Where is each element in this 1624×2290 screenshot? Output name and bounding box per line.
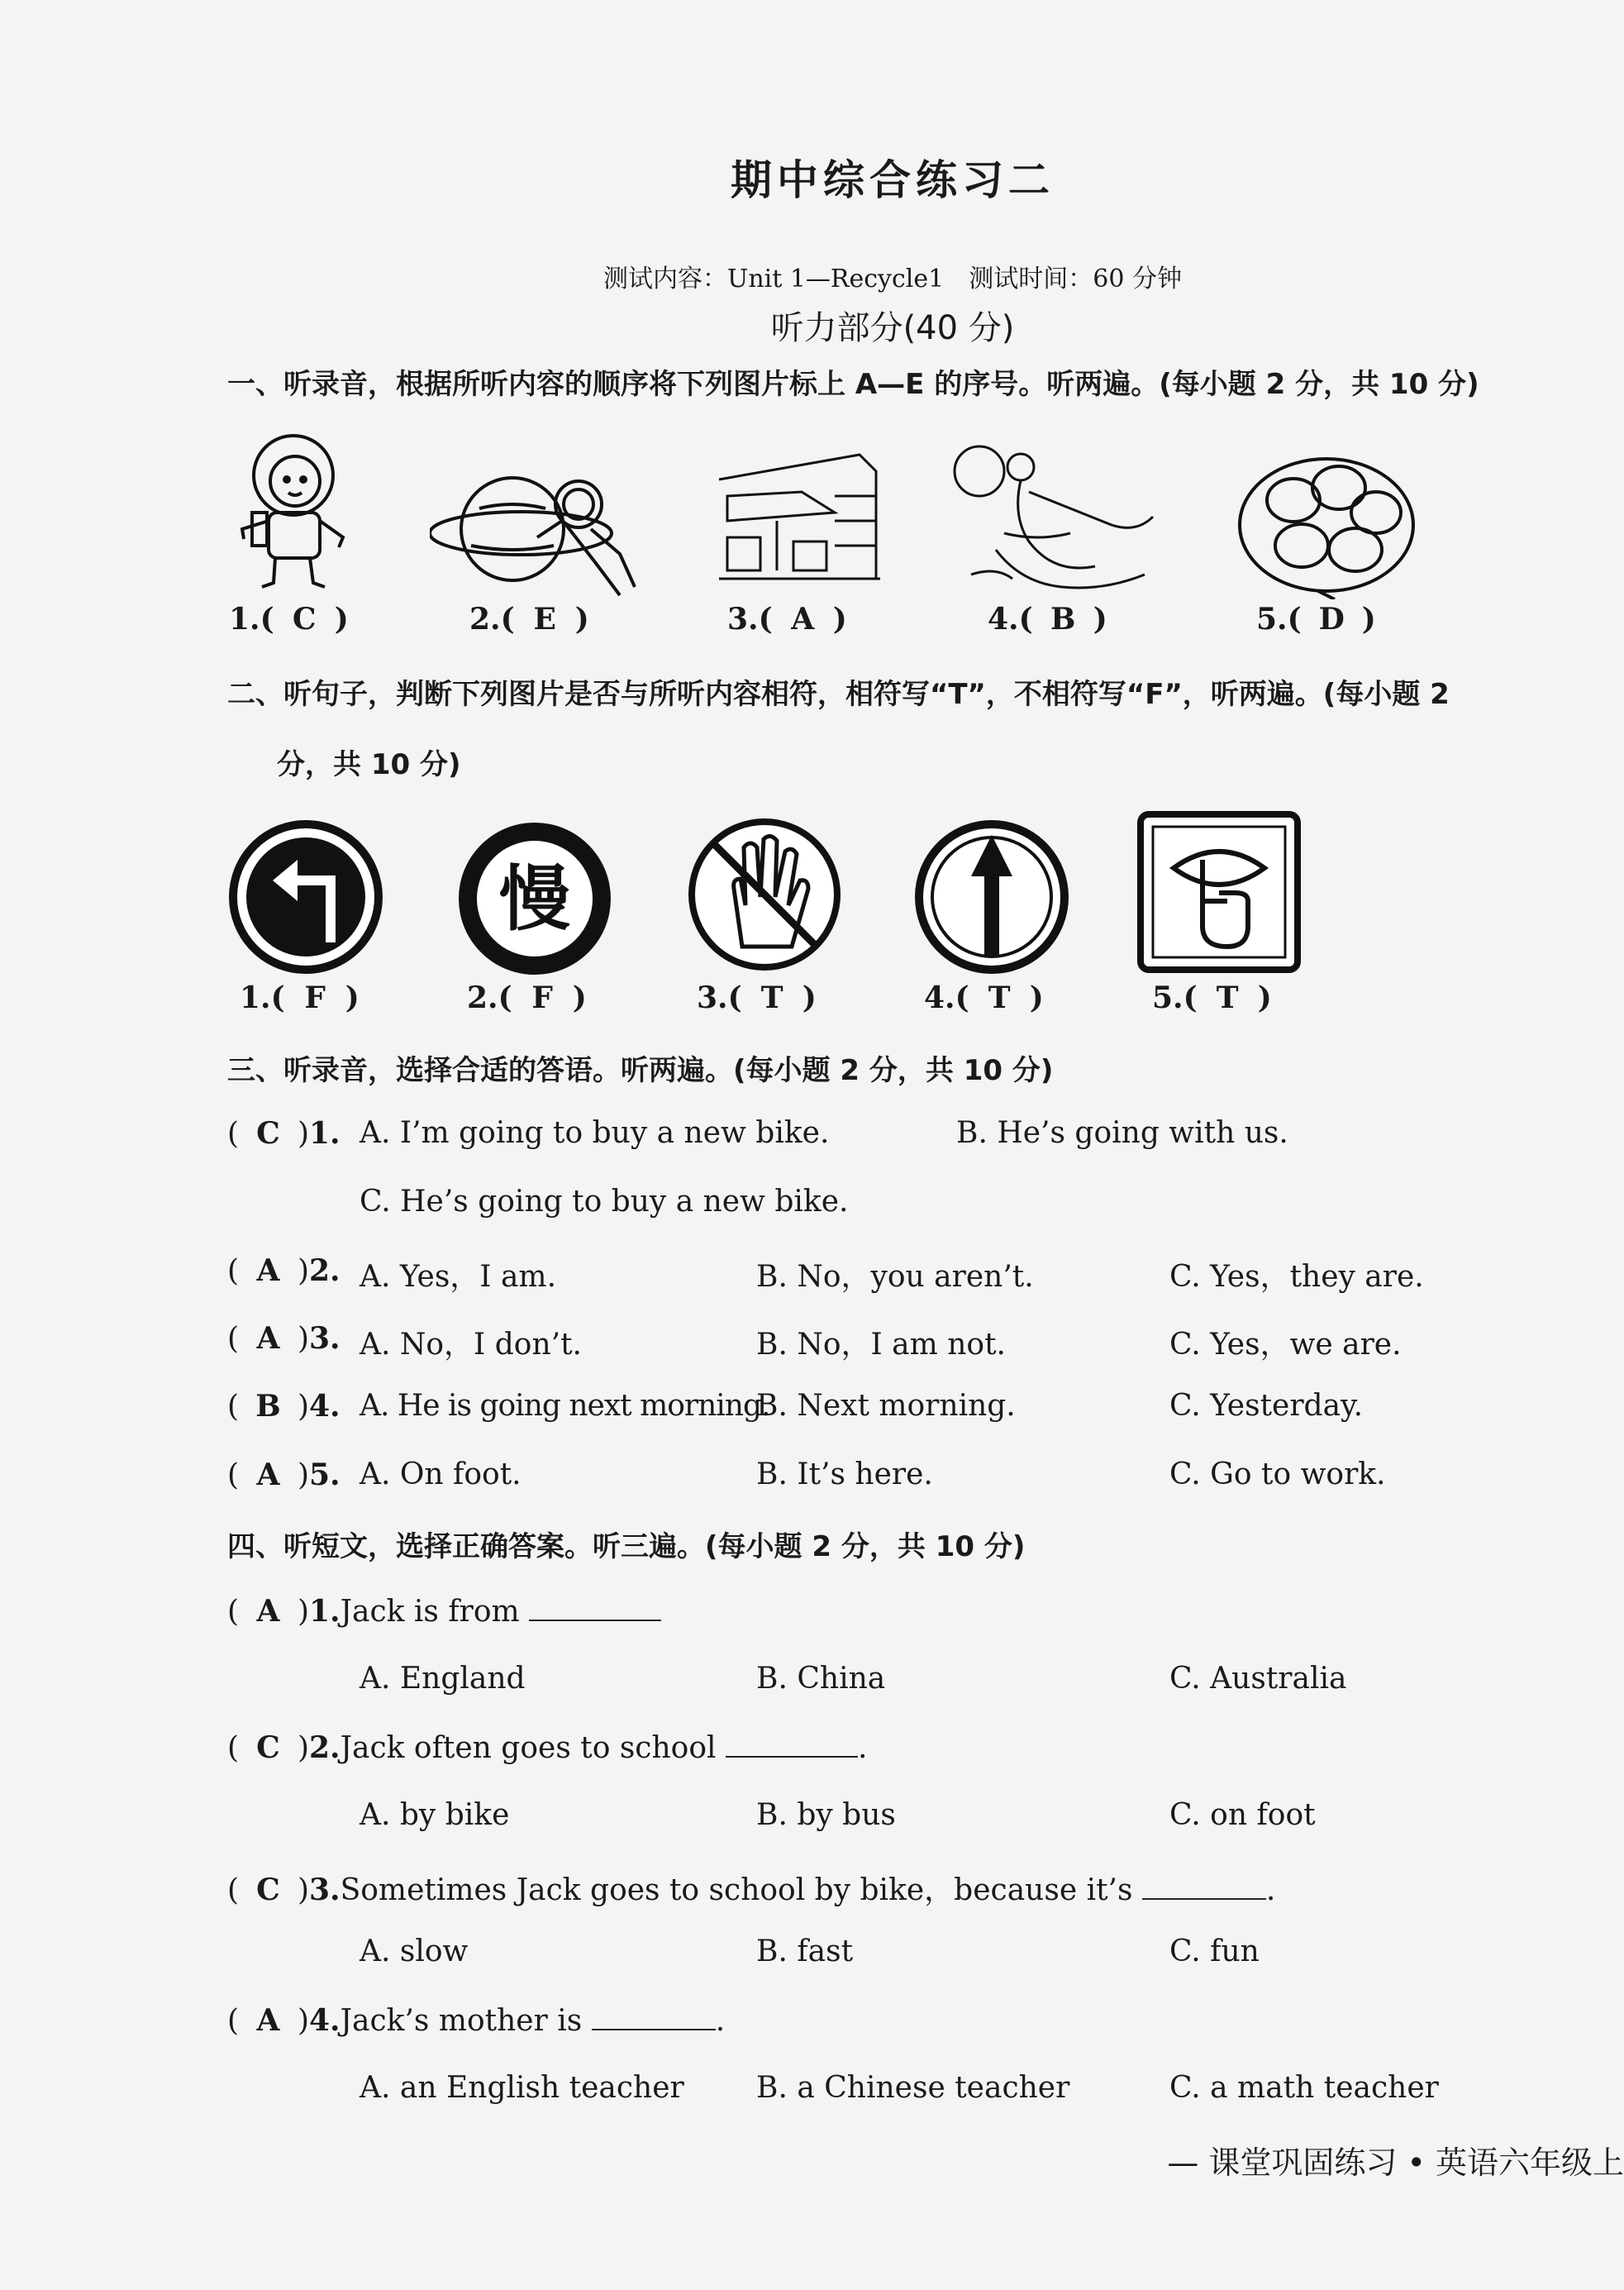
planet-astronaut-picture — [430, 463, 645, 604]
option-b: B. by bus — [756, 1798, 896, 1832]
no-hands-sign-icon — [684, 814, 845, 976]
fill-blank — [529, 1595, 661, 1621]
sec3-q3-answer: ( A )3. — [227, 1321, 341, 1356]
mooncakes-picture — [1236, 442, 1417, 599]
sec2-item2: 2.( F ) — [467, 980, 587, 1015]
option-b: B. China — [756, 1662, 886, 1696]
sec3-q5-answer: ( A )5. — [227, 1457, 341, 1492]
sec1-item5: 5.( D ) — [1256, 602, 1376, 637]
option-c: C. on foot — [1169, 1798, 1316, 1832]
answer-field[interactable]: E — [533, 602, 556, 637]
option-c: C. Australia — [1169, 1662, 1347, 1696]
answer-field[interactable]: T — [760, 980, 783, 1015]
answer-field[interactable]: B — [1050, 602, 1076, 637]
sec2-item1: 1.( F ) — [240, 980, 360, 1015]
option-c: C. a math teacher — [1169, 2071, 1439, 2105]
answer-field[interactable]: F — [304, 980, 326, 1015]
fill-blank — [592, 2004, 716, 2030]
option-b: B. It’s here. — [756, 1457, 933, 1491]
sec4-q2: ( C )2.Jack often goes to school . — [227, 1730, 868, 1765]
quiet-sign-icon — [1136, 810, 1302, 974]
option-a: A. On foot. — [360, 1457, 521, 1491]
sec3-q1-answer: ( C )1. — [227, 1116, 341, 1151]
option-a: A. slow — [360, 1935, 469, 1968]
answer-field[interactable]: A — [256, 2003, 280, 2038]
option-b: B. No，you aren’t. — [756, 1260, 1034, 1294]
option-a: A. England — [360, 1662, 526, 1696]
sec4-q1: ( A )1.Jack is from — [227, 1594, 661, 1629]
cafe-picture — [711, 446, 884, 587]
answer-field[interactable]: C — [292, 602, 317, 637]
sec3-q2-answer: ( A )2. — [227, 1253, 341, 1288]
part-heading: 听力部分(40 分) — [770, 309, 1015, 347]
answer-field[interactable]: C — [256, 1730, 280, 1765]
turn-left-sign-icon — [227, 818, 384, 976]
answer-field[interactable]: F — [531, 980, 553, 1015]
option-c: C. Yesterday. — [1169, 1389, 1364, 1423]
answer-field[interactable]: B — [255, 1389, 281, 1424]
astronaut-boy-picture — [227, 430, 360, 595]
section2-heading-line1: 二、听句子，判断下列图片是否与所听内容相符，相符写“T”，不相符写“F”，听两遍。(每小题 2 — [227, 678, 1450, 711]
slow-sign-icon — [455, 818, 616, 980]
sec2-item3: 3.( T ) — [697, 980, 817, 1015]
option-c: C. Yes，they are. — [1169, 1260, 1424, 1294]
section2-heading-line2: 分，共 10 分) — [277, 748, 461, 781]
svg-text:慢: 慢 — [499, 858, 570, 941]
option-a: A. by bike — [360, 1798, 510, 1832]
answer-field[interactable]: D — [1318, 602, 1345, 637]
sec1-item1: 1.( C ) — [229, 602, 349, 637]
answer-field[interactable]: C — [256, 1873, 280, 1907]
answer-field[interactable]: A — [256, 1321, 280, 1356]
option-a: A. I’m going to buy a new bike. — [360, 1116, 830, 1150]
option-c: C. Yes，we are. — [1169, 1328, 1402, 1362]
sec3-q4-answer: ( B )4. — [227, 1389, 341, 1424]
answer-field[interactable]: A — [256, 1594, 280, 1629]
sec1-item3: 3.( A ) — [727, 602, 847, 637]
option-c: C. Go to work. — [1169, 1457, 1386, 1491]
page-footer: — 课堂巩固练习 • 英语六年级上 — [1167, 2144, 1624, 2181]
option-b: B. He’s going with us. — [956, 1116, 1288, 1150]
option-c: C. fun — [1169, 1935, 1260, 1968]
answer-field[interactable]: C — [256, 1116, 280, 1151]
option-b: B. Next morning. — [756, 1389, 1016, 1423]
sec2-item5: 5.( T ) — [1152, 980, 1272, 1015]
answer-field[interactable]: A — [256, 1253, 280, 1288]
sec2-item4: 4.( T ) — [924, 980, 1044, 1015]
option-a: A. an English teacher — [360, 2071, 684, 2105]
change-e-flying-picture — [946, 434, 1161, 599]
answer-field[interactable]: T — [988, 980, 1011, 1015]
option-b: B. No，I am not. — [756, 1328, 1006, 1362]
sec4-q3: ( C )3.Sometimes Jack goes to school by bike，because it’s . — [227, 1873, 1276, 1907]
sec1-item2: 2.( E ) — [469, 602, 589, 637]
sec4-q4: ( A )4.Jack’s mother is . — [227, 2003, 726, 2038]
option-b: B. a Chinese teacher — [756, 2071, 1070, 2105]
section4-heading: 四、听短文，选择正确答案。听三遍。(每小题 2 分，共 10 分) — [227, 1530, 1026, 1563]
answer-field[interactable]: A — [791, 602, 815, 637]
option-a: A. No，I don’t. — [360, 1328, 582, 1362]
option-a: A. Yes，I am. — [360, 1260, 557, 1294]
section3-heading: 三、听录音，选择合适的答语。听两遍。(每小题 2 分，共 10 分) — [227, 1054, 1054, 1087]
option-b: B. fast — [756, 1935, 854, 1968]
option-c: C. He’s going to buy a new bike. — [360, 1185, 849, 1219]
fill-blank — [726, 1731, 858, 1758]
fill-blank — [1142, 1873, 1266, 1900]
answer-field[interactable]: T — [1216, 980, 1239, 1015]
go-straight-sign-icon — [913, 818, 1070, 976]
option-a: A. He is going next morning. — [360, 1389, 770, 1423]
page-title: 期中综合练习二 — [731, 156, 1055, 204]
test-meta: 测试内容：Unit 1—Recycle1 测试时间：60 分钟 — [603, 265, 1182, 293]
sec1-item4: 4.( B ) — [988, 602, 1107, 637]
section1-heading: 一、听录音，根据所听内容的顺序将下列图片标上 A—E 的序号。听两遍。(每小题 2 分，共 10 分) — [227, 368, 1479, 401]
answer-field[interactable]: A — [256, 1457, 280, 1492]
